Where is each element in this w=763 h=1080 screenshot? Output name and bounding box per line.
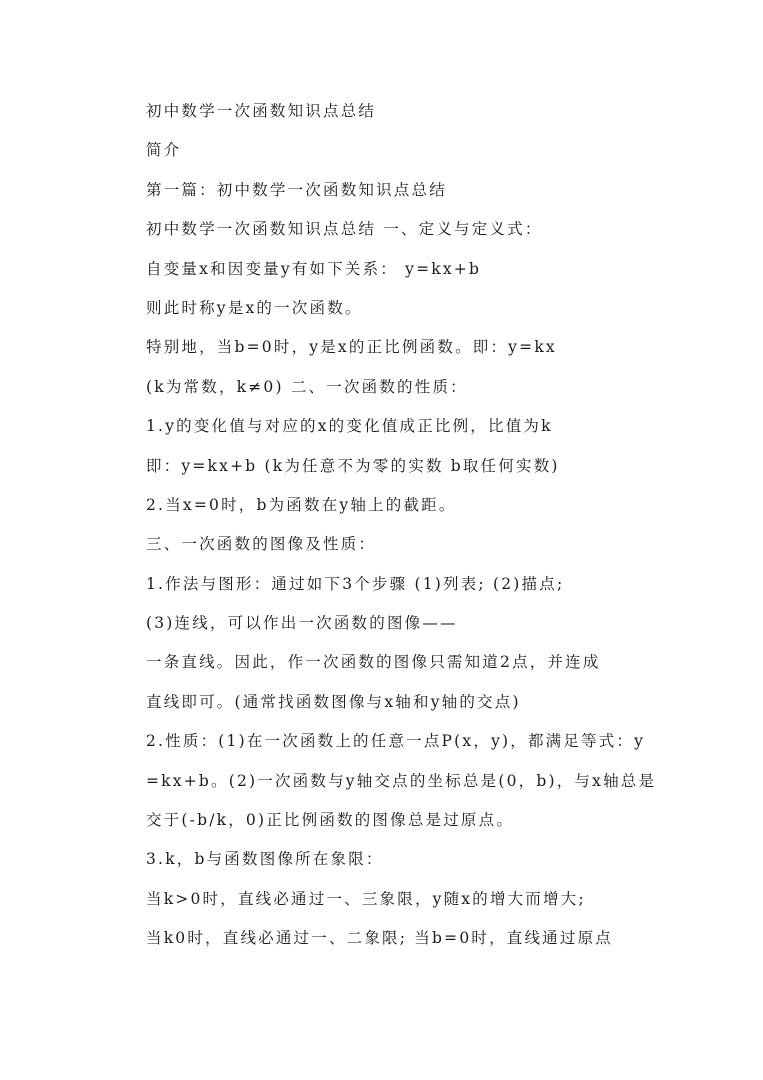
- text-line: 自变量x和因变量y有如下关系： y=kx+b: [146, 259, 482, 278]
- section-heading: 三、一次函数的图像及性质：: [146, 535, 377, 554]
- text-line: 当k0时，直线必通过一、二象限; 当b=0时，直线通过原点: [146, 929, 613, 948]
- text-line: 一条直线。因此，作一次函数的图像只需知道2点，并连成: [146, 653, 601, 672]
- text-line: 3.k，b与函数图像所在象限：: [146, 850, 384, 869]
- text-line: 直线即可。(通常找函数图像与x轴和y轴的交点): [146, 692, 521, 711]
- text-line: 交于(-b/k，0)正比例函数的图像总是过原点。: [146, 811, 515, 830]
- text-line: 2.性质：(1)在一次函数上的任意一点P(x，y)，都满足等式：y: [146, 732, 646, 751]
- text-line: 初中数学一次函数知识点总结 一、定义与定义式：: [146, 220, 543, 239]
- section-heading-intro: 简介: [146, 141, 182, 160]
- text-line: =kx+b。(2)一次函数与y轴交点的坐标总是(0，b)，与x轴总是: [146, 771, 657, 790]
- document-title: 初中数学一次函数知识点总结: [146, 102, 377, 120]
- text-line: 当k>0时，直线必通过一、三象限，y随x的增大而增大;: [146, 889, 586, 908]
- text-line: 即：y=kx+b (k为任意不为零的实数 b取任何实数): [146, 456, 560, 475]
- text-line: 则此时称y是x的一次函数。: [146, 298, 363, 317]
- text-line: (k为常数，k≠0) 二、一次函数的性质：: [146, 377, 468, 396]
- text-line: 1.作法与图形：通过如下3个步骤 (1)列表; (2)描点;: [146, 574, 565, 593]
- text-line: (3)连线，可以作出一次函数的图像——: [146, 614, 458, 633]
- text-line: 1.y的变化值与对应的x的变化值成正比例，比值为k: [146, 417, 553, 436]
- text-line: 特别地，当b=0时，y是x的正比例函数。即：y=kx: [146, 338, 557, 357]
- text-line: 2.当x=0时，b为函数在y轴上的截距。: [146, 495, 457, 514]
- chapter-heading: 第一篇：初中数学一次函数知识点总结: [146, 180, 447, 199]
- document-body: [146, 98, 657, 965]
